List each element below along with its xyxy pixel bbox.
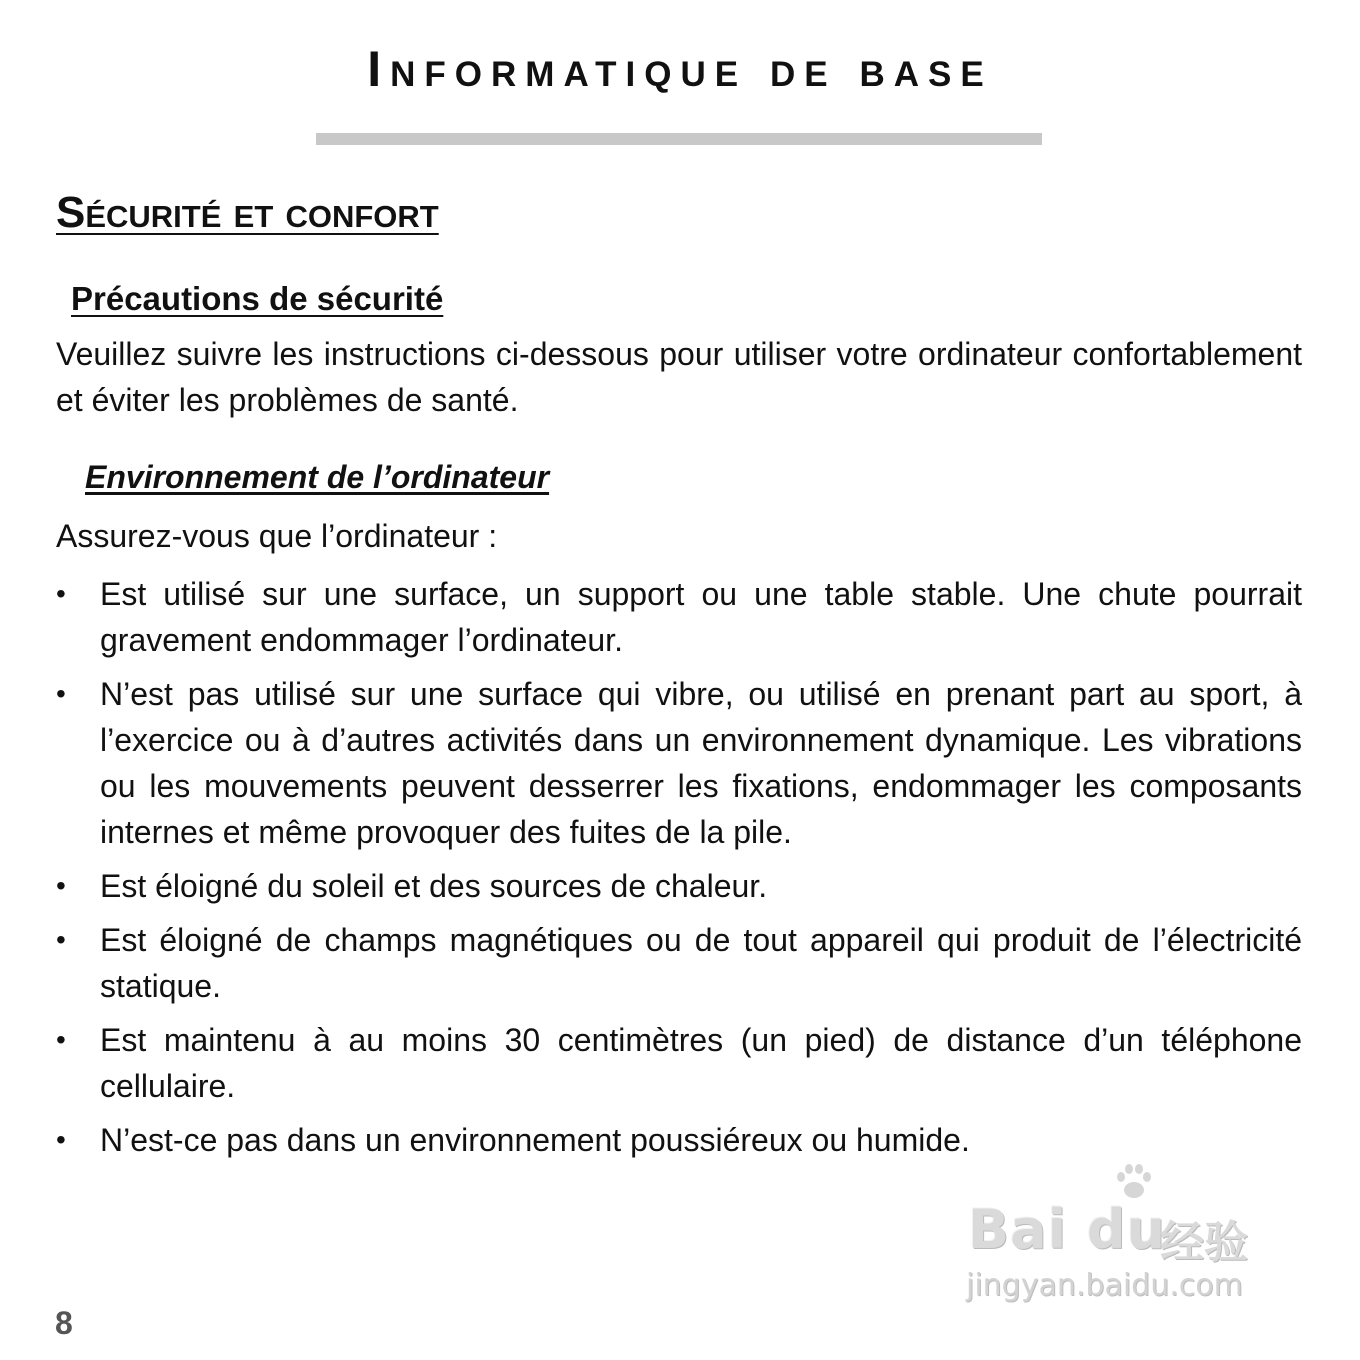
bullet-icon: •: [56, 678, 66, 709]
lead-paragraph: Assurez-vous que l’ordinateur :: [56, 518, 498, 554]
list-item-text: Est éloigné du soleil et des sources de chaleur.: [100, 868, 768, 904]
environment-title: Environnement de l’ordinateur: [85, 459, 550, 495]
bullet-icon: •: [56, 870, 66, 901]
watermark-chinese: 经验: [1160, 1217, 1248, 1268]
list-item: [56, 1017, 1302, 1109]
list-item: [56, 671, 1302, 855]
list-item: [56, 917, 1302, 1009]
subsection-title: Précautions de sécurité: [71, 280, 444, 317]
precautions-list: [56, 571, 1302, 1171]
title-underline-bar: [316, 133, 1042, 145]
list-item-text: Est maintenu à au moins 30 centimètres (un pied) de distance d’un téléphone cellulaire.: [100, 1022, 1302, 1104]
list-item: [56, 863, 1302, 909]
list-item: [56, 1117, 1302, 1163]
watermark-url: jingyan.baidu.com: [966, 1268, 1243, 1303]
chapter-title: Informatique de base: [367, 41, 993, 97]
list-item-text: Est utilisé sur une surface, un support ou une table stable. Une chute pourrait gravement endommager l’ordinateur.: [100, 576, 1302, 658]
page-number: 8: [55, 1305, 73, 1341]
list-item-text: N’est pas utilisé sur une surface qui vibre, ou utilisé en prenant part au sport, à l’exercice ou à d’autres activités dans un environnement dynamique. Les vibrations ou les mouvements peuvent desserrer les fixations, endommager les composants internes et même provoquer des fuites de la pile.: [100, 676, 1302, 850]
bullet-icon: •: [56, 1124, 66, 1155]
bullet-icon: •: [56, 924, 66, 955]
baidu-watermark: [960, 1160, 1280, 1310]
bullet-icon: •: [56, 1024, 66, 1055]
section-title: Sécurité et confort: [56, 188, 439, 237]
list-item: [56, 571, 1302, 663]
watermark-brand: Bai du: [968, 1198, 1167, 1261]
intro-paragraph: Veuillez suivre les instructions ci-dessous pour utiliser votre ordinateur confortablement et éviter les problèmes de santé.: [56, 336, 1302, 418]
bullet-icon: •: [56, 578, 66, 609]
list-item-text: N’est-ce pas dans un environnement poussiéreux ou humide.: [100, 1122, 970, 1158]
list-item-text: Est éloigné de champs magnétiques ou de tout appareil qui produit de l’électricité statique.: [100, 922, 1302, 1004]
